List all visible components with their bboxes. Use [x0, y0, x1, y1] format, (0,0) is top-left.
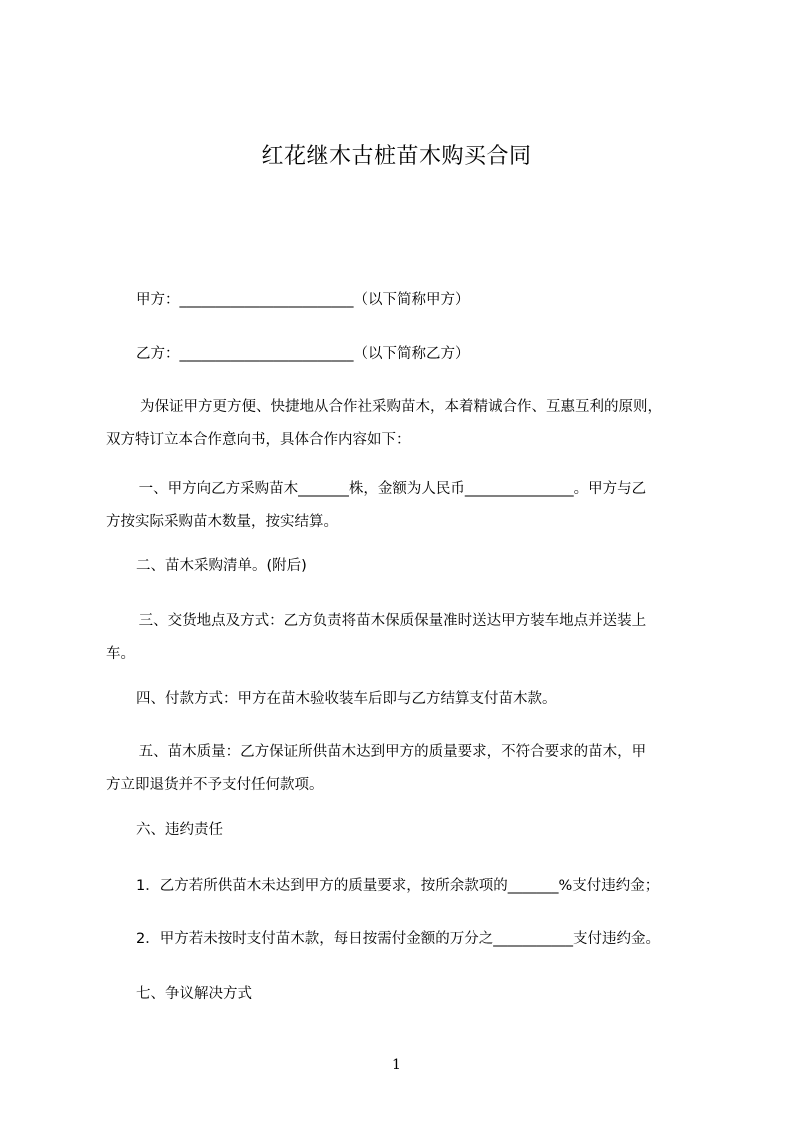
document-title: 红花继木古桩苗木购买合同	[261, 144, 532, 169]
clause-7-heading: 七、争议解决方式	[136, 986, 252, 1002]
clause-3-line-1: 三、交货地点及方式：乙方负责将苗木保质保量准时送达甲方装车地点并送装上	[134, 613, 647, 629]
party-a-line: 甲方：________________________（以下简称甲方）	[136, 292, 470, 308]
clause-6-item-1: 1．乙方若所供苗木未达到甲方的质量要求，按所余款项的_______%支付违约金；	[136, 878, 660, 894]
intro-paragraph	[106, 391, 706, 457]
clause-3-paragraph	[106, 605, 706, 671]
clause-1-line-1: 一、甲方向乙方采购苗木_______株，金额为人民币_______________。甲方与乙	[134, 481, 647, 497]
clause-5-paragraph	[106, 736, 706, 802]
intro-line-2: 双方特订立本合作意向书，具体合作内容如下：	[106, 432, 411, 448]
party-b-line: 乙方：________________________（以下简称乙方）	[136, 346, 470, 362]
clause-6-heading: 六、违约责任	[136, 822, 223, 838]
clause-1-paragraph	[106, 473, 706, 539]
clause-2: 二、苗木采购清单。(附后)	[136, 558, 307, 574]
clause-5-line-2: 方立即退货并不予支付任何款项。	[106, 777, 324, 793]
clause-5-line-1: 五、苗木质量：乙方保证所供苗木达到甲方的质量要求，不符合要求的苗木，甲	[134, 744, 647, 760]
clause-1-line-2: 方按实际采购苗木数量，按实结算。	[106, 514, 338, 530]
clause-3-line-2: 车。	[106, 646, 135, 662]
clause-4: 四、付款方式：甲方在苗木验收装车后即与乙方结算支付苗木款。	[136, 691, 557, 707]
intro-line-1: 为保证甲方更方便、快捷地从合作社采购苗木，本着精诚合作、互惠互利的原则，	[140, 399, 662, 415]
page-number: 1	[392, 1057, 401, 1073]
clause-6-item-2: 2．甲方若未按时支付苗木款，每日按需付金额的万分之___________支付违约金。	[136, 931, 660, 947]
